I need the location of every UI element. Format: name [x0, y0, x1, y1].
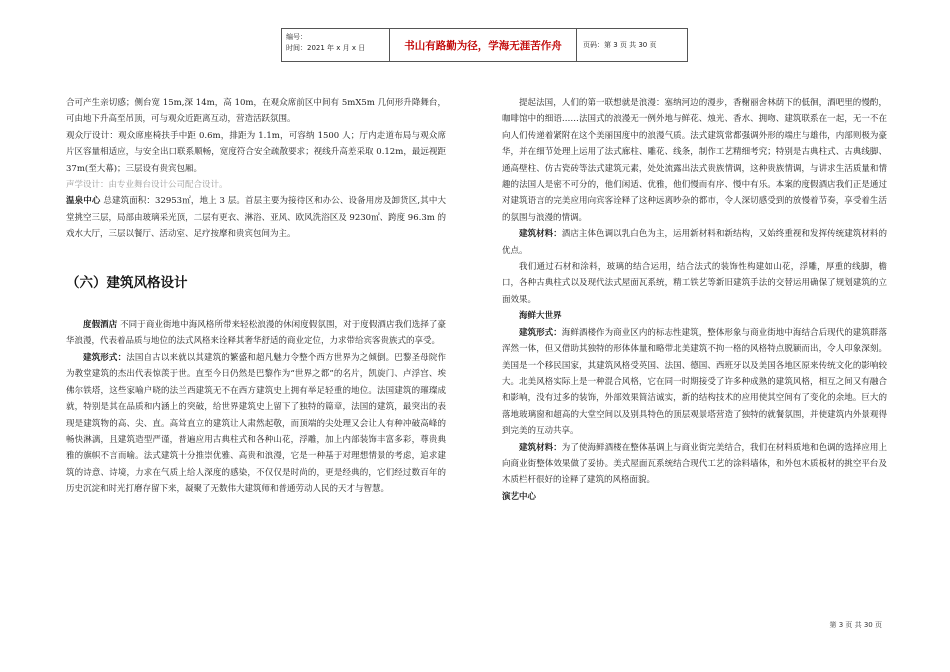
subsection-title: 演艺中心: [502, 491, 537, 502]
header-page: 页码：第 3 页 共 30 页: [583, 41, 657, 49]
paragraph-label: 温泉中心: [66, 196, 101, 207]
header-time: 时间：2021 年 x 月 x 日: [286, 44, 366, 52]
page-header: [281, 28, 688, 62]
paragraph: 建筑形式：法国自古以来就以其建筑的繁盛和超凡魅力令整个西方世界为之倾倒。巴黎圣母院作为教堂建筑的杰出代表惊羡于世。直至今日仍然是巴黎作为“世界之都”的名片，凯旋门、卢浮宫、埃佛尔铁塔，这些家喻户晓的法兰西建筑无不在西方建筑史上拥有举足轻重的地位。法国建筑的璀璨成就，特别是其在品质和内涵上的突破，给世界建筑史上留下了独特的篇章，法国的建筑，最突出的表现是建筑物的高、尖、直。高耸直立的建筑让人肃然起敬，而顶端的尖处理又会让人有种冲破高峰的畅快淋漓，且建筑造型严谨，普遍应用古典柱式和各种山花，浮雕，加上内部装饰丰富多彩，尊贵典雅的旗帜不言而喻。法式建筑十分推崇优雅、高贵和浪漫，它是一种基于对理想情景的考虑，追求建筑的诗意、诗境，力求在气质上给人深度的感染，不仅仅是时尚的，更是经典的，它们经过数百年的历史沉淀和时光打磨存留下来，凝聚了无数伟大建筑师和普通劳动人民的天才与智慧。: [66, 352, 446, 495]
paragraph-label: 度假酒店: [83, 320, 118, 331]
paragraph: 提起法国，人们的第一联想就是浪漫：塞纳河边的漫步，香榭丽舍林荫下的低徊，酒吧里的慢酌，咖啡馆中的细语……法国式的浪漫无一例外地与鲜花、烛光、香水、拥吻、建筑联系在一起，无一不在向人们传递着紧附在这个美丽国度中的浪漫气质。法式建筑常都强调外形的端庄与雄伟，内部则极为豪华，并在细节处理上运用了法式廊柱、雕花、线条，制作工艺精细考究；特别是古典柱式、古典线脚、通高壁柱、仿古瓷砖等法式建筑元素，处处流露出法式贵族情调，这种贵族情调，与讲求生活质量和情趣的法国人是密不可分的，他们闲适、优雅，他们慢而有序、慢中有乐。本案的度假酒店我们正是通过对建筑语言的完美应用向宾客诠释了这种远离吵杂的都市，令人深切感受到的放慢着节奏，享受着生活的氛围与浪漫的情调。: [502, 98, 887, 223]
paragraph-label: 建筑材料：: [519, 229, 562, 240]
paragraph-label: 建筑材料：: [519, 442, 562, 453]
paragraph: 合可产生亲切感；侧台宽 15m,深 14m，高 10m，在观众席前区中间有 5mX5m 几何形升降舞台，可由地下升高至吊顶，可与观众近距离互动，营造活跃氛围。: [66, 98, 446, 125]
paragraph: 建筑材料：酒店主体色调以乳白色为主，运用新材料和新结构，又始终重视和发挥传统建筑材料的优点。: [502, 229, 887, 256]
header-meta: [282, 29, 390, 61]
header-code: 编号：: [286, 33, 307, 41]
left-column: [66, 95, 446, 498]
paragraph: 温泉中心 总建筑面积：32953㎡，地上 3 层。首层主要为接待区和办公、设备用房及卸货区,其中大堂挑空三层，局部由玻璃采光顶，二层有更衣、淋浴、亚风、欧风洗浴区及 9230㎡、跨度 96.3m 的戏水大厅，三层以餐厅、活动室、足疗按摩和贵宾包间为主。: [66, 196, 446, 240]
section-title: （六）建筑风格设计: [66, 274, 188, 291]
paragraph-label: 建筑形式：: [83, 352, 127, 363]
paragraph: 度假酒店 不同于商业街地中海风格所带来轻松浪漫的休闲度假氛围，对于度假酒店我们选择了豪华浪漫，代表着品质与地位的法式风格来诠释其奢华舒适的商业定位，力求带给宾客贵族式的享受。: [66, 320, 446, 347]
right-column: [502, 95, 887, 505]
paragraph: 建筑形式：海鲜酒楼作为商业区内的标志性建筑，整体形象与商业街地中海结合后现代的建筑群落浑然一体，但又借助其独特的形体体量和略带北美建筑不拘一格的风格特点脱颖而出，令人印象深刻。美国是一个移民国家，其建筑风格受英国、法国、德国、西班牙以及美国各地区原来传统文化的影响较大。北美风格实际上是一种混合风格，它在同一时期接受了许多种成熟的建筑风格，相互之间又有融合和影响，没有过多的装饰，外部效果简洁诚实，新的结构技术的应用使其空间有了变化的余地。巨大的落地玻璃窗和超高的大堂空间以及别具特色的顶层观景塔营造了独特的就餐氛围，并使建筑内外景观得到完美的互动共享。: [502, 327, 887, 437]
paragraph: 建筑材料：为了使海鲜酒楼在整体基调上与商业街完美结合，我们在材料质地和色调的选择应用上向商业街整体效果做了妥协。美式屋面瓦系统结合现代工艺的涂料墙体，和外包木质板材的挑空平台及木质栏杆很好的诠释了建筑的风格面貌。: [502, 442, 887, 486]
header-slogan: 书山有路勤为径，学海无涯苦作舟: [390, 29, 577, 61]
paragraph: 声学设计：由专业舞台设计公司配合设计。: [66, 180, 228, 191]
subsection-title: 海鲜大世界: [519, 311, 562, 322]
paragraph: 我们通过石材和涂料，玻璃的结合运用，结合法式的装饰性构建如山花，浮雕，厚重的线脚，檐口，各种古典柱式以及现代法式屋面瓦系统，精工铁艺等新旧建筑手法的交替运用确保了规划建筑的立面效果。: [502, 262, 887, 305]
page-footer: 第 3 页 共 30 页: [829, 621, 882, 629]
paragraph: 观众厅设计：观众席座椅扶手中距 0.6m，排距为 1.1m，可容纳 1500 人；厅内走道布局与观众席片区容量相适应，与安全出口联系顺畅，宽度符合安全疏散要求；视线升高差采取 0.12m，最远视距 37m(至大幕)；三层设有贵宾包厢。: [66, 130, 446, 174]
paragraph-label: 建筑形式：: [519, 327, 562, 338]
